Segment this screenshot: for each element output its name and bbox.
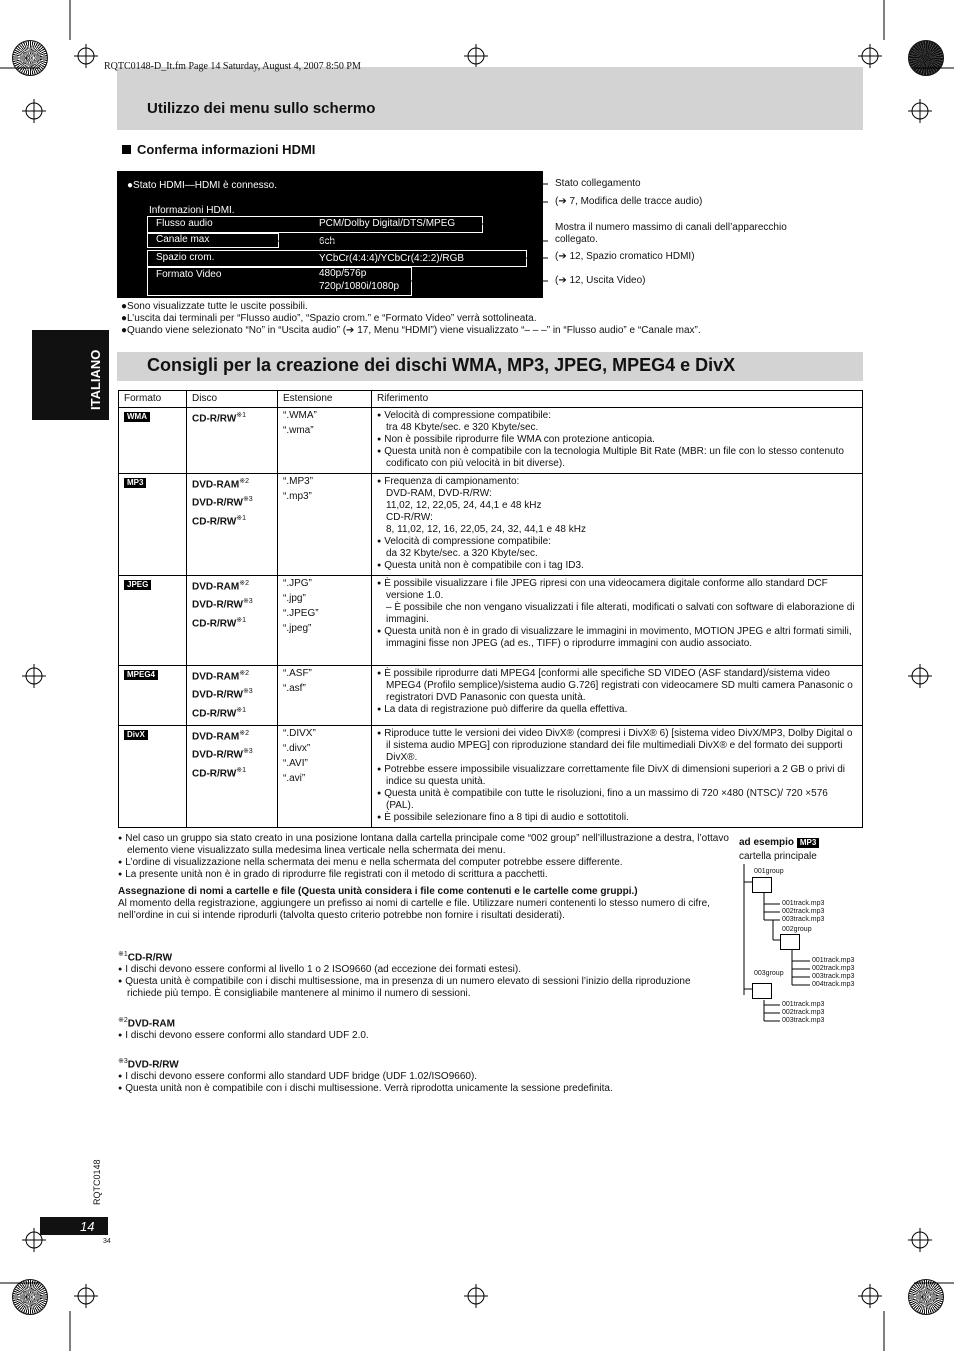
extension: “.jpeg”	[283, 623, 312, 634]
format-badge: DivX	[124, 730, 148, 740]
folder-icon	[780, 934, 800, 950]
extension: “.JPG”	[283, 578, 312, 589]
model-code: RQTC0148	[92, 1159, 102, 1205]
file-name: 002track.mp3	[782, 908, 825, 915]
hdmi-row-label: Formato Video	[156, 269, 222, 280]
small-code: 34	[103, 1238, 111, 1245]
file-name: 001track.mp3	[812, 957, 855, 964]
disc-type: DVD-R/RW$^{※3}$	[192, 748, 253, 761]
folder-icon	[752, 877, 772, 893]
note-item: ● Nel caso un gruppo sia stato creato in una posizione lontana dalla cartella principale come “002 group” nell’illustrazione a destra, l’ottavo elemento viene visualizzato sulla medesima linea verticale nella schermata dei menu.	[118, 833, 730, 857]
callout-text: Mostra il numero massimo di canali dell’apparecchio	[555, 222, 787, 233]
root-folder-label: cartella principale	[739, 851, 817, 862]
section-title: Utilizzo dei menu sullo schermo	[147, 100, 376, 117]
footnote-item: ● Questa unità è compatibile con i dischi multisessione, ma in presenza di un numero elevato di sessioni l’inizio della riproduzione richiede più tempo. È consigliabile mantenere al minimo il numero di sessioni.	[118, 976, 718, 1000]
hdmi-note: ●Quando viene selezionato “No” in “Uscita audio” (➔ 17, Menu “HDMI”) viene visualizzato “– – –” in “Flusso audio” e “Canale max”.	[121, 325, 701, 336]
format-badge: JPEG	[124, 580, 151, 590]
footnote-item: ● I dischi devono essere conformi allo standard UDF bridge (UDF 1.02/ISO9660).	[118, 1071, 718, 1083]
disc-type: DVD-R/RW$^{※3}$	[192, 496, 253, 509]
reference-item: ● Potrebbe essere impossibile visualizzare correttamente file DivX di dimensioni superiori a 2 GB o privi di indice su questa unità.	[377, 764, 857, 788]
hdmi-heading: Conferma informazioni HDMI	[122, 142, 315, 157]
hdmi-row-label: Flusso audio	[156, 218, 213, 229]
disc-type: CD-R/RW$^{※1}$	[192, 514, 247, 527]
extension: “.JPEG”	[283, 608, 319, 619]
page-number: 14	[80, 1219, 95, 1234]
format-badge: MPEG4	[124, 670, 158, 680]
format-badge: WMA	[124, 412, 150, 422]
disc-type: CD-R/RW$^{※1}$	[192, 706, 247, 719]
hdmi-row-value: 720p/1080i/1080p	[319, 281, 400, 292]
disc-type: DVD-RAM$^{※2}$	[192, 580, 249, 593]
page-number-box	[40, 1217, 108, 1235]
hdmi-note: ●L’uscita dai terminali per “Flusso audio”, “Spazio crom.” e “Formato Video” verrà sottolineata.	[121, 313, 537, 324]
footnote-2: $^{※2}$DVD-RAM ● I dischi devono essere conformi allo standard UDF 2.0.	[118, 1015, 718, 1042]
hdmi-info-label: Informazioni HDMI.	[149, 205, 235, 216]
file-name: 002track.mp3	[812, 965, 855, 972]
column-header: Disco	[187, 391, 278, 408]
callout-text: collegato.	[555, 234, 598, 245]
callout-text: (➔ 12, Uscita Video)	[555, 275, 646, 286]
naming-text: Al momento della registrazione, aggiungere un prefisso ai nomi di cartelle e file. Utilizzare numeri contenenti lo stesso numero di cifre, nell’ordine in cui si intende riprodurli (talvolta questo criterio potrebbe non fornire i risultati desiderati).	[118, 898, 710, 921]
group-name: 002group	[782, 926, 812, 933]
main-title: Consigli per la creazione dei dischi WMA, MP3, JPEG, MPEG4 e DivX	[147, 355, 736, 375]
reference-item: ● Riproduce tutte le versioni dei video DivX® (compresi i DivX® 6) [sistema video DivX/MP3, Dolby Digital o il sistema audio MPEG] con riproduzione standard dei file multimediali DivX® e del formato dei supporti DivX®.	[377, 728, 857, 764]
extension: “.wma”	[283, 425, 314, 436]
reference-item: – È possibile che non vengano visualizzati i file alterati, modificati o salvati con software di elaborazione di immagini.	[386, 602, 855, 625]
reference-item: 11,02, 12, 22,05, 24, 44,1 e 48 kHz	[386, 500, 542, 511]
file-name: 001track.mp3	[782, 900, 825, 907]
reference-item: da 32 Kbyte/sec. a 320 Kbyte/sec.	[386, 548, 538, 559]
footnote-1: $^{※1}$CD-R/RW ● I dischi devono essere conformi al livello 1 o 2 ISO9660 (ad eccezione dei formati estesi). ● Questa unità è compatibile con i dischi multisessione, ma in presenza di un numero elevato di sessioni l’inizio della riproduzione richiede più tempo. È consigliabile mantenere al minimo il numero di sessioni.	[118, 949, 718, 1000]
hdmi-row-label: Canale max	[156, 234, 210, 245]
group-name: 003group	[754, 970, 784, 977]
hdmi-row-value: PCM/Dolby Digital/DTS/MPEG	[319, 218, 456, 229]
naming-heading: Assegnazione di nomi a cartelle e file (Questa unità considera i file come contenuti e le cartelle come gruppi.)	[118, 886, 638, 897]
reference-item: DVD-RAM, DVD-R/RW:	[386, 488, 492, 499]
extension: “.jpg”	[283, 593, 306, 604]
disc-type: DVD-R/RW$^{※3}$	[192, 598, 253, 611]
language-tab-label: ITALIANO	[88, 349, 103, 410]
file-name: 004track.mp3	[812, 981, 855, 988]
file-name: 003track.mp3	[782, 916, 825, 923]
extension: “.WMA”	[283, 410, 317, 421]
disc-type: DVD-RAM$^{※2}$	[192, 729, 249, 743]
file-name: 003track.mp3	[812, 973, 855, 980]
reference-item: ● È possibile visualizzare i file JPEG ripresi con una videocamera digitale conforme allo standard DCF versione 1.0.	[377, 578, 857, 602]
disc-type: CD-R/RW$^{※1}$	[192, 766, 247, 779]
callout-text: Stato collegamento	[555, 178, 641, 189]
file-name: 002track.mp3	[782, 1009, 825, 1016]
group-name: 001group	[754, 868, 784, 875]
extension: “.divx”	[283, 742, 311, 754]
file-name: 001track.mp3	[782, 1001, 825, 1008]
reference-item: ● Questa unità non è in grado di visualizzare le immagini in movimento, MOTION JPEG e altri formati simili, immagini fisse non JPEG (ad es., TIFF) o riprodurre immagini con audio associato.	[377, 626, 857, 650]
extension: “.asf”	[283, 683, 306, 694]
hdmi-row-value: 6ch	[319, 236, 336, 247]
callout-text: (➔ 7, Modifica delle tracce audio)	[555, 196, 703, 207]
reference-item: ● Velocità di compressione compatibile:	[377, 536, 857, 548]
reference-item: ● Questa unità non è compatibile con la tecnologia Multiple Bit Rate (MBR: un file con lo stesso contenuto codificato con più velocità in bit diverse).	[377, 446, 857, 470]
hdmi-row-label: Spazio crom.	[156, 252, 215, 263]
hdmi-row-value: YCbCr(4:4:4)/YCbCr(4:2:2)/RGB	[319, 253, 465, 264]
format-badge: MP3	[124, 478, 146, 488]
disc-type: CD-R/RW$^{※1}$	[192, 616, 247, 629]
hdmi-row-value: 480p/576p	[319, 268, 367, 279]
reference-item: ● Questa unità non è compatibile con i tag ID3.	[377, 560, 857, 572]
column-header: Formato	[119, 391, 187, 408]
hdmi-status: ●Stato HDMI—HDMI è connesso.	[127, 180, 277, 191]
extension: “.AVI”	[283, 757, 308, 769]
disc-type: DVD-RAM$^{※2}$	[192, 670, 249, 683]
folder-icon	[752, 983, 772, 999]
disc-type: DVD-RAM$^{※2}$	[192, 478, 249, 491]
reference-item: ● È possibile riprodurre dati MPEG4 [conformi alle specifiche SD VIDEO (ASF standard)/sistema video MPEG4 (Profilo semplice)/sistema audio G.726] registrati con videocamere SD multi camera Panasonic o registratori DVD Panasonic con questa unità.	[377, 668, 857, 704]
reference-item: ● La data di registrazione può differire da quella effettiva.	[377, 704, 857, 716]
extension: “.avi”	[283, 772, 306, 784]
reference-item: ● Velocità di compressione compatibile:	[377, 410, 857, 422]
column-header: Estensione	[278, 391, 372, 408]
reference-item: CD-R/RW:	[386, 512, 433, 523]
extension: “.ASF”	[283, 668, 312, 679]
file-name: 003track.mp3	[782, 1017, 825, 1024]
extension: “.MP3”	[283, 476, 313, 487]
footnote-item: ● Questa unità non è compatibile con i dischi multisessione. Verrà riprodotta unicamente la sessione predefinita.	[118, 1083, 718, 1095]
footnote-3: $^{※3}$DVD-R/RW ● I dischi devono essere conformi allo standard UDF bridge (UDF 1.02/ISO9660). ● Questa unità non è compatibile con i dischi multisessione. Verrà riprodotta unicamente la sessione predefinita.	[118, 1056, 718, 1095]
column-header: Riferimento	[372, 391, 863, 408]
disc-type: CD-R/RW$^{※1}$	[192, 412, 247, 425]
example-label: ad esempio MP3	[739, 836, 819, 848]
reference-item: ● Non è possibile riprodurre file WMA con protezione anticopia.	[377, 434, 857, 446]
note-item: ● L’ordine di visualizzazione nella schermata dei menu e nella schermata del computer potrebbe essere differente.	[118, 857, 730, 869]
footnote-item: ● I dischi devono essere conformi allo standard UDF 2.0.	[118, 1030, 718, 1042]
extension: “.DIVX”	[283, 727, 316, 739]
disc-type: DVD-R/RW$^{※3}$	[192, 688, 253, 701]
callout-text: (➔ 12, Spazio cromatico HDMI)	[555, 251, 695, 262]
hdmi-note: ●Sono visualizzate tutte le uscite possibili.	[121, 301, 308, 312]
reference-item: ● Frequenza di campionamento:	[377, 476, 857, 488]
extension: “.mp3”	[283, 491, 312, 502]
reference-item: ● Questa unità è compatibile con tutte le risoluzioni, fino a un massimo di 720 ×480 (NTSC)/ 720 ×576 (PAL).	[377, 788, 857, 812]
footnote-item: ● I dischi devono essere conformi al livello 1 o 2 ISO9660 (ad eccezione dei formati estesi).	[118, 964, 718, 976]
file-info: RQTC0148-D_It.fm Page 14 Saturday, August 4, 2007 8:50 PM	[104, 61, 361, 72]
note-item: ● La presente unità non è in grado di riprodurre file registrati con il metodo di scrittura a pacchetti.	[118, 869, 730, 881]
reference-item: 8, 11,02, 12, 16, 22,05, 24, 32, 44,1 e 48 kHz	[386, 524, 586, 535]
reference-item: tra 48 Kbyte/sec. e 320 Kbyte/sec.	[386, 422, 539, 433]
format-badge: MP3	[797, 838, 819, 848]
reference-item: ● È possibile selezionare fino a 8 tipi di audio e sottotitoli.	[377, 812, 857, 824]
